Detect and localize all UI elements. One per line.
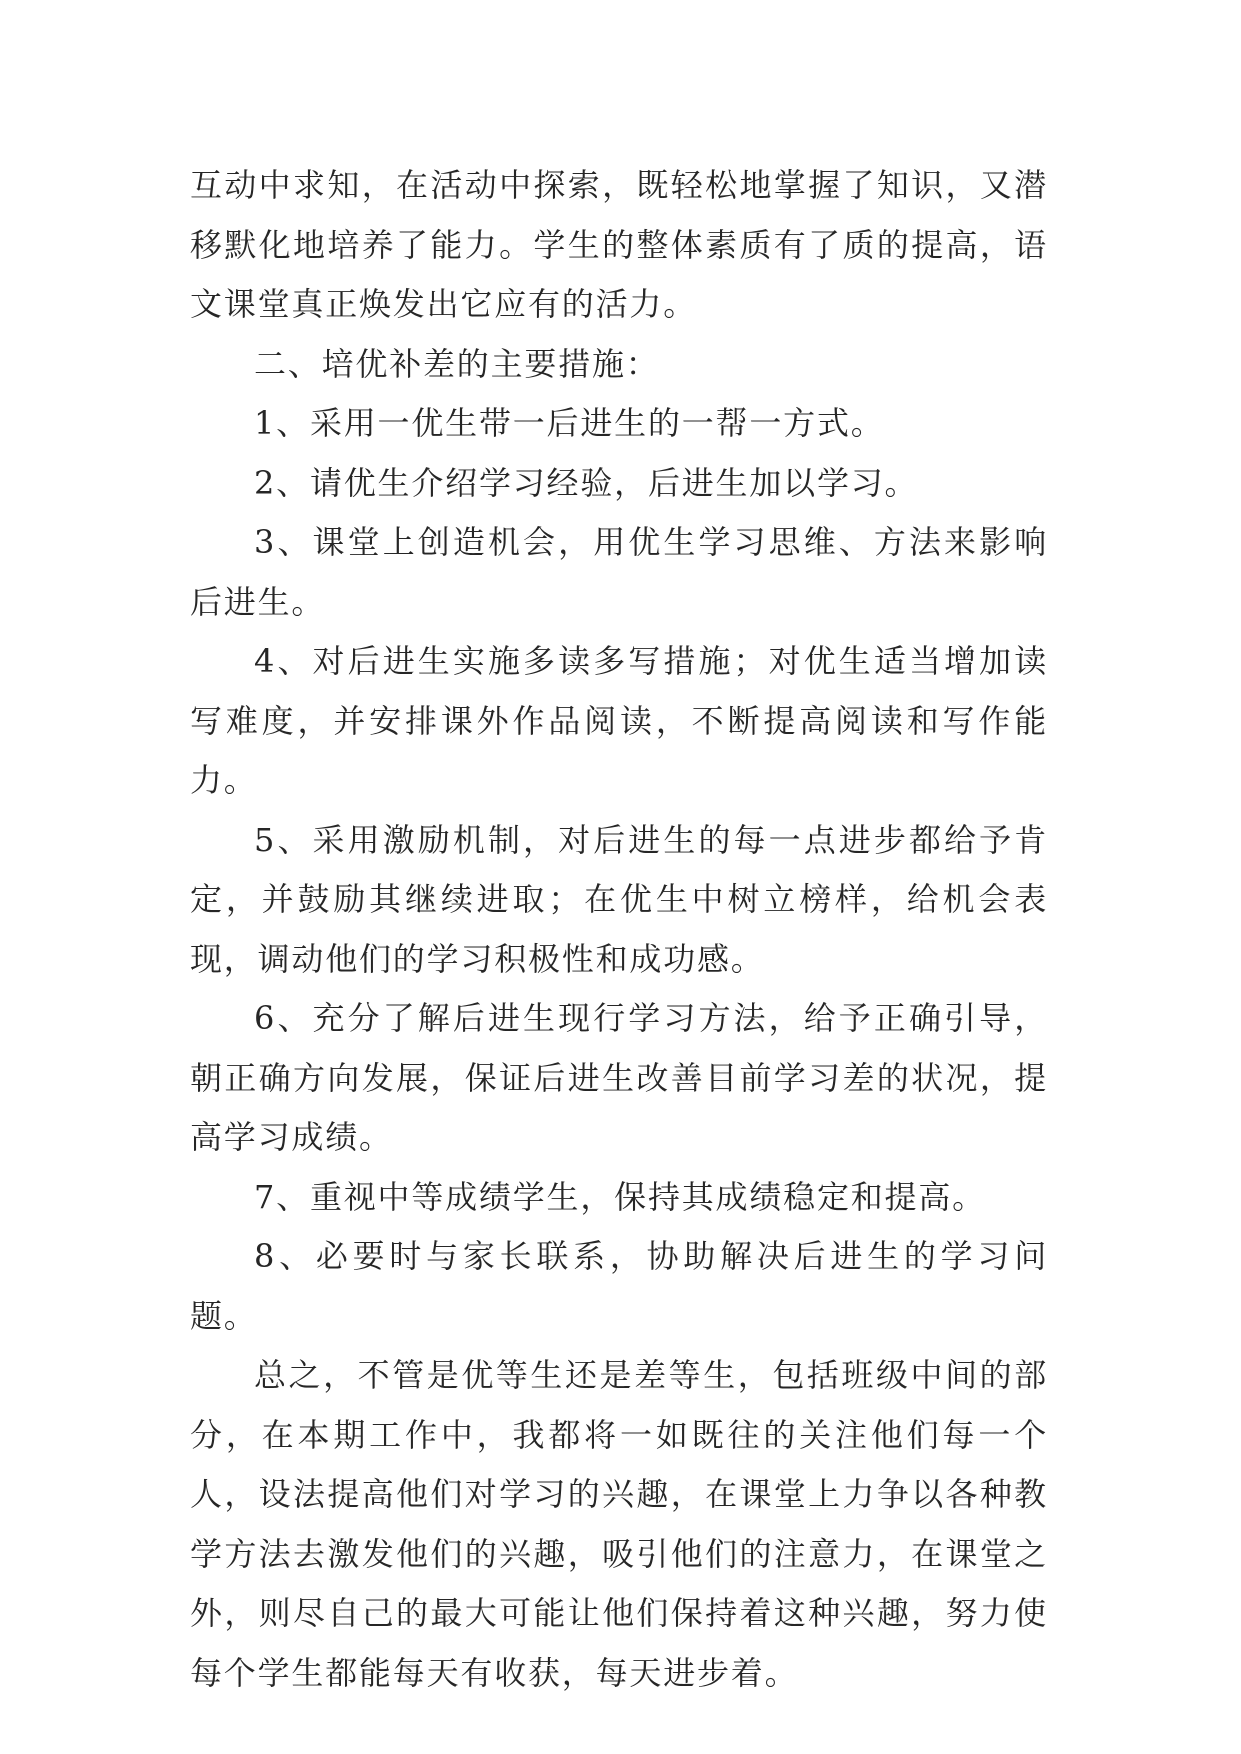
list-item-2: 2、请优生介绍学习经验，后进生加以学习。 <box>254 463 919 502</box>
section-heading: 二、培优补差的主要措施： <box>254 344 660 383</box>
list-item-4: 4、对后进生实施多读多写措施；对优生适当增加读写难度，并安排课外作品阅读，不断提高阅读和写作能力。 <box>190 642 1048 799</box>
list-item-7: 7、重视中等成绩学生，保持其成绩稳定和提高。 <box>254 1177 986 1216</box>
paragraph-continuation: 互动中求知，在活动中探索，既轻松地掌握了知识，又潜移默化地培养了能力。学生的整体素质有了质的提高，语文课堂真正焕发出它应有的活力。 <box>190 166 1048 323</box>
list-item-5: 5、采用激励机制，对后进生的每一点进步都给予肯定，并鼓励其继续进取；在优生中树立榜样，给机会表现，调动他们的学习积极性和成功感。 <box>190 820 1048 978</box>
list-item-3: 3、课堂上创造机会，用优生学习思维、方法来影响后进生。 <box>190 523 1048 621</box>
document-body <box>190 156 1048 1703</box>
list-item-8: 8、必要时与家长联系，协助解决后进生的学习问题。 <box>190 1237 1048 1335</box>
summary-paragraph: 总之，不管是优等生还是差等生，包括班级中间的部分，在本期工作中，我都将一如既往的关注他们每一个人，设法提高他们对学习的兴趣，在课堂上力争以各种教学方法去激发他们的兴趣，吸引他们的注意力，在课堂之外，则尽自己的最大可能让他们保持着这种兴趣，努力使每个学生都能每天有收获，每天进步着。 <box>190 1356 1048 1692</box>
list-item-1: 1、采用一优生带一后进生的一帮一方式。 <box>254 404 885 442</box>
list-item-6: 6、充分了解后进生现行学习方法，给予正确引导，朝正确方向发展，保证后进生改善目前学习差的状况，提高学习成绩。 <box>190 999 1048 1156</box>
